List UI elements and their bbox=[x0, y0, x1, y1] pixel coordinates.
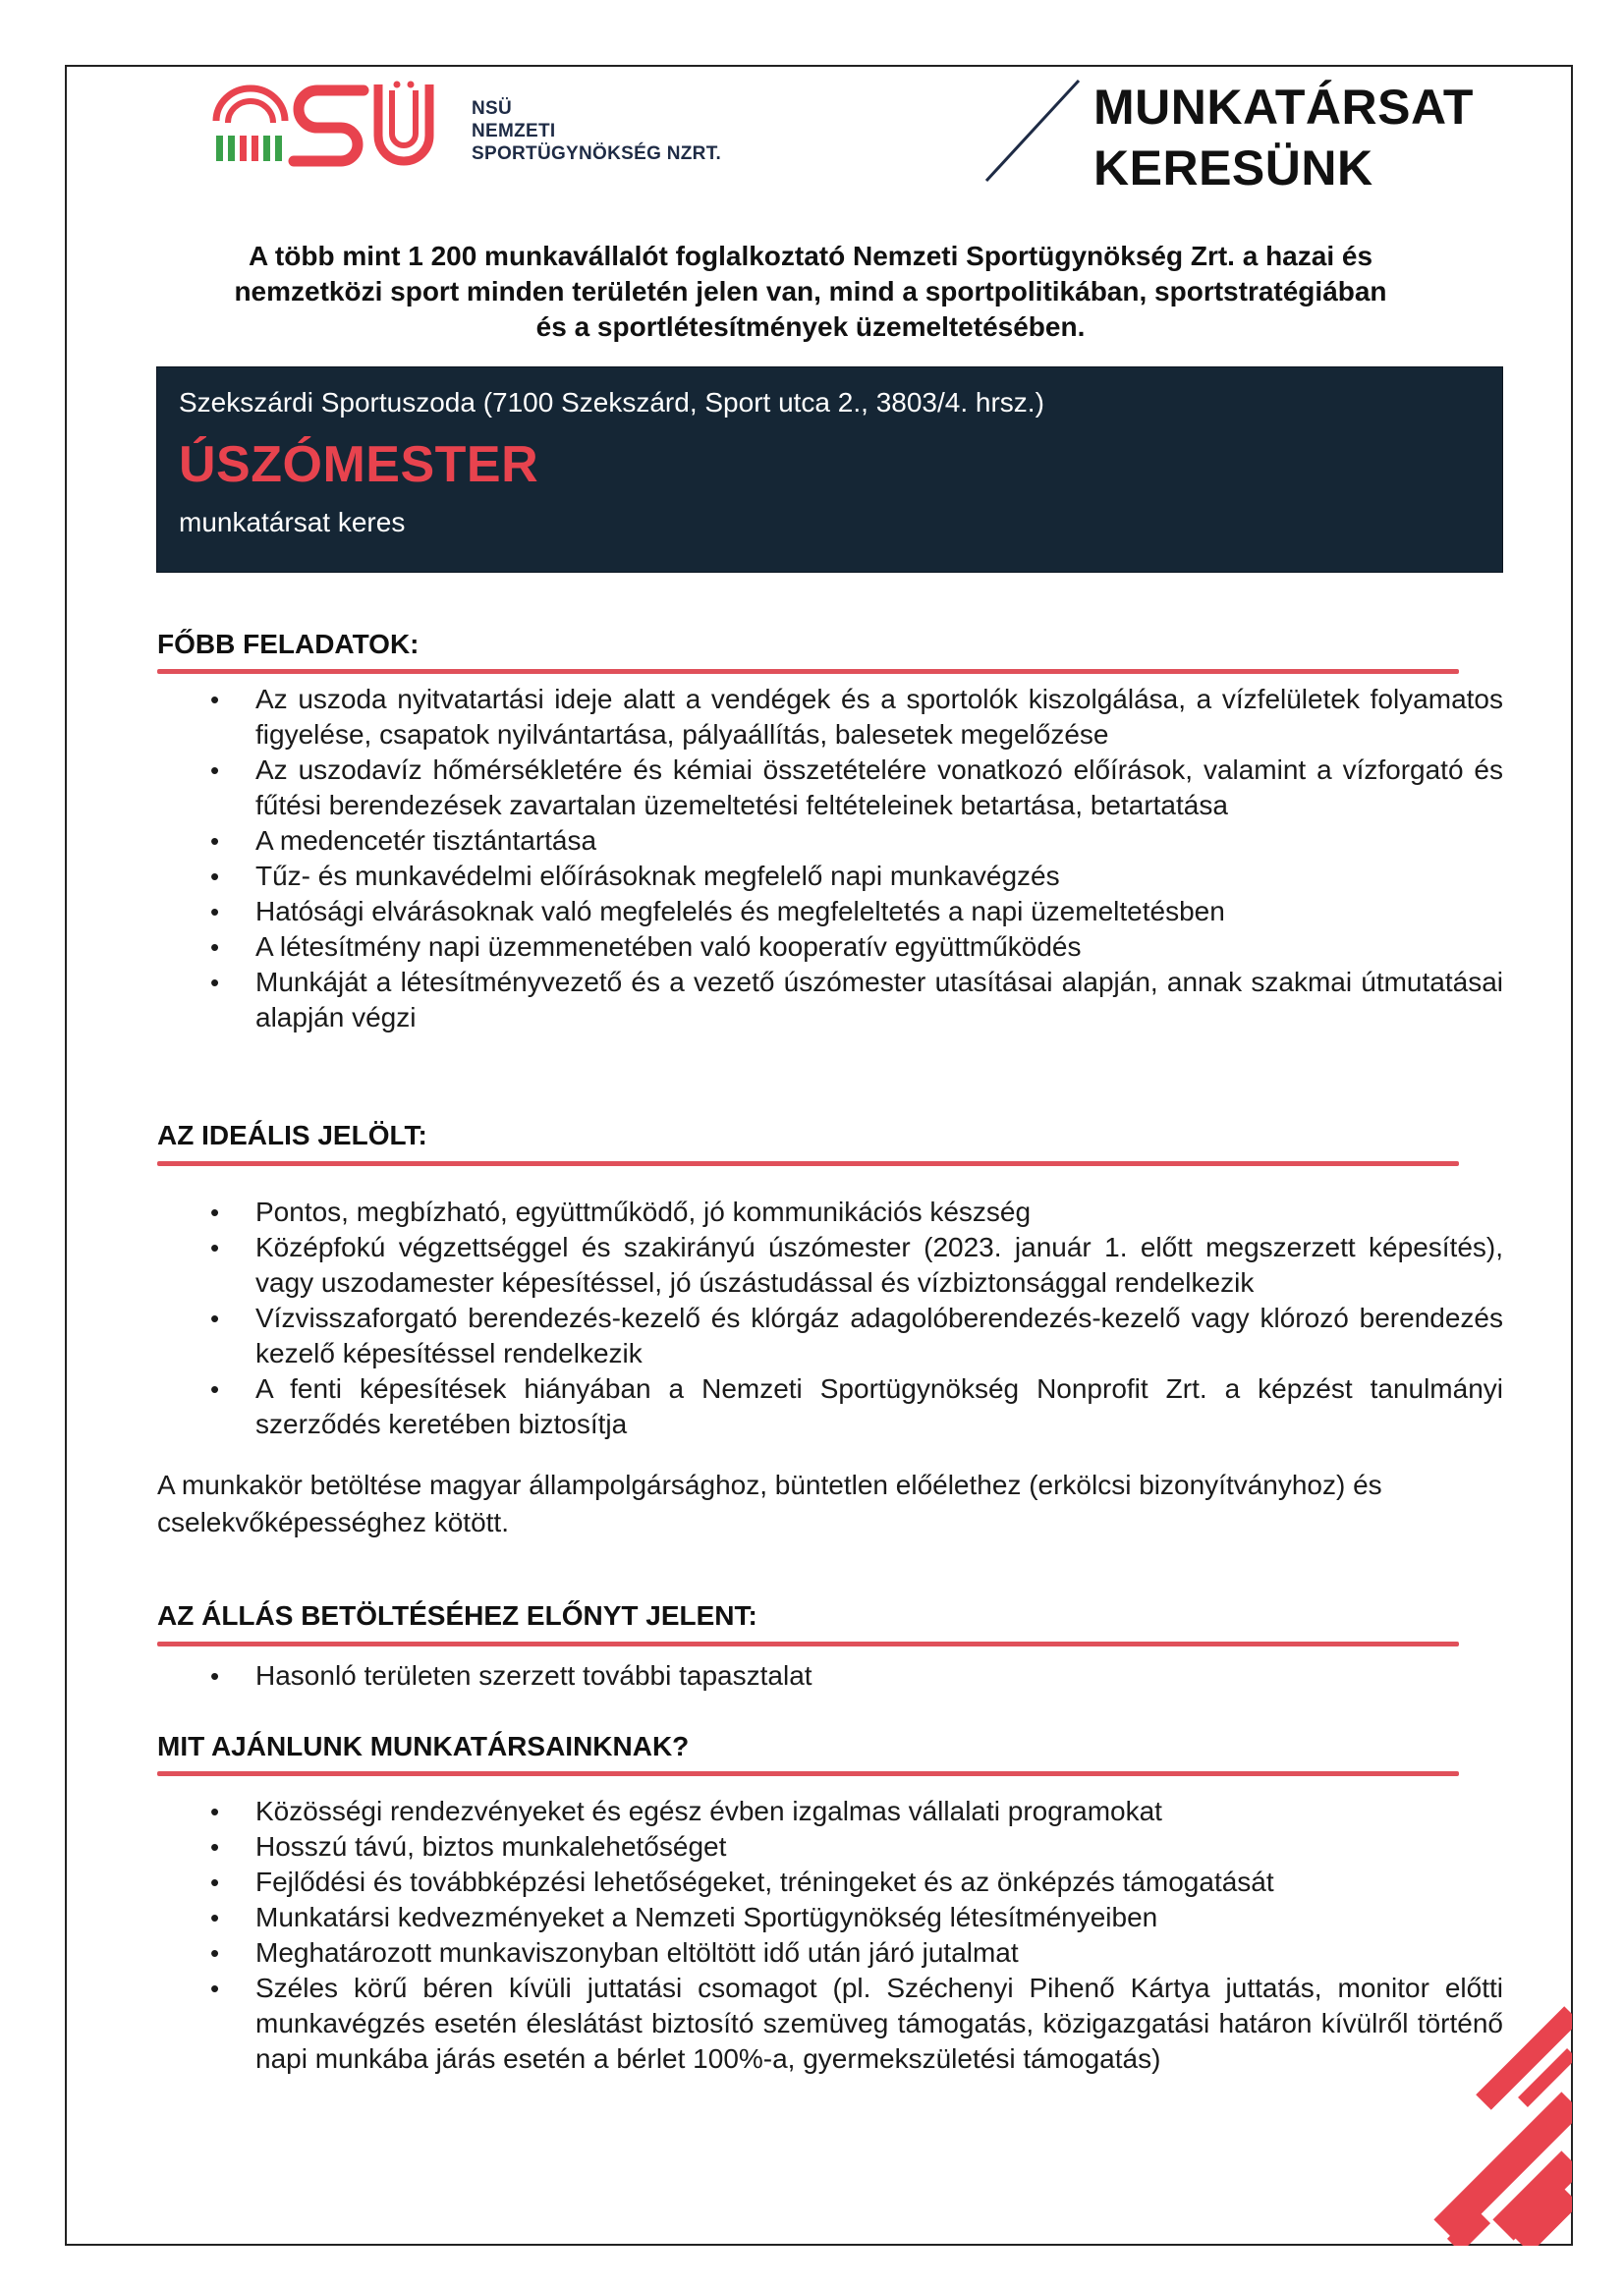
list-item-text: Hasonló területen szerzett további tapasztalat bbox=[255, 1660, 812, 1691]
bullet-icon: • bbox=[210, 1903, 220, 1932]
logo-line-3: SPORTÜGYNÖKSÉG NZRT. bbox=[472, 143, 722, 164]
bullet-icon: • bbox=[210, 1198, 220, 1227]
list-item-text: Munkatársi kedvezményeket a Nemzeti Sportügynökség létesítményeiben bbox=[255, 1902, 1158, 1932]
list-item bbox=[157, 1658, 1503, 1694]
headline-line-2: KERESÜNK bbox=[1093, 140, 1373, 195]
advantage-divider bbox=[157, 1642, 1459, 1646]
bullet-icon: • bbox=[210, 1938, 220, 1968]
list-item-text: Széles körű béren kívüli juttatási csomagot (pl. Széchenyi Pihenő Kártya juttatás, monitor előtti munkavégzés esetén éleslátást biztosító szemüveg támogatás, közigazgatási határon kívülről történő napi munkába járás esetén a bérlet 100%-a, gyermekszületési támogatás) bbox=[255, 1973, 1503, 2074]
bullet-icon: • bbox=[210, 897, 220, 926]
list-item-text: A fenti képesítések hiányában a Nemzeti Sportügynökség Nonprofit Zrt. a képzést tanulmányi szerződés keretében biztosítja bbox=[255, 1373, 1503, 1439]
bullet-icon: • bbox=[210, 1797, 220, 1826]
ideal-heading: AZ IDEÁLIS JELÖLT: bbox=[157, 1120, 427, 1150]
diagonal-slash-icon bbox=[980, 77, 1089, 185]
list-item-text: Munkáját a létesítményvezető és a vezető úszómester utasításai alapján, annak szakmai útmutatásai alapján végzi bbox=[255, 967, 1503, 1032]
intro-line-3: és a sportlétesítmények üzemeltetésében. bbox=[535, 311, 1086, 342]
list-item bbox=[157, 1829, 1503, 1865]
logo-line-1: NSÜ bbox=[472, 98, 513, 119]
logo-text bbox=[472, 97, 721, 165]
bullet-icon: • bbox=[210, 1374, 220, 1404]
list-item-text: Közösségi rendezvényeket és egész évben izgalmas vállalati programokat bbox=[255, 1796, 1162, 1826]
headline-line-1: MUNKATÁRSAT bbox=[1093, 80, 1474, 135]
intro-line-1: A több mint 1 200 munkavállalót foglalkoztató Nemzeti Sportügynökség Zrt. a hazai és bbox=[248, 241, 1373, 271]
bullet-icon: • bbox=[210, 862, 220, 891]
list-item bbox=[157, 894, 1503, 929]
list-item bbox=[157, 1935, 1503, 1971]
job-banner bbox=[156, 366, 1503, 573]
list-item bbox=[157, 1371, 1503, 1442]
list-item-text: Középfokú végzettséggel és szakirányú úszómester (2023. január 1. előtt megszerzett képesítés), vagy uszodamester képesítéssel, jó úszástudással és vízbiztonsággal rendelkezik bbox=[255, 1232, 1503, 1298]
bullet-icon: • bbox=[210, 685, 220, 714]
list-item bbox=[157, 1865, 1503, 1900]
list-item-text: Pontos, megbízható, együttműködő, jó kommunikációs készség bbox=[255, 1197, 1032, 1227]
requirement-note: A munkakör betöltése magyar állampolgársághoz, büntetlen előélethez (erkölcsi bizonyítványhoz) és cselekvőképességhez kötött. bbox=[157, 1470, 1382, 1537]
list-item bbox=[157, 965, 1503, 1035]
tasks-list bbox=[157, 682, 1503, 1035]
list-item bbox=[157, 859, 1503, 894]
list-item bbox=[157, 753, 1503, 823]
list-item bbox=[157, 1971, 1503, 2077]
ideal-divider bbox=[157, 1161, 1459, 1166]
list-item-text: Az uszoda nyitvatartási ideje alatt a vendégek és a sportolók kiszolgálása, a vízfelületek folyamatos figyelése, csapatok nyilvántartása, pályaállítás, balesetek megelőzése bbox=[255, 684, 1503, 750]
intro-text bbox=[157, 239, 1464, 345]
list-item-text: Vízvisszaforgató berendezés-kezelő és klórgáz adagolóberendezés-kezelő vagy klórozó berendezés kezelő képesítéssel rendelkezik bbox=[255, 1303, 1503, 1368]
bullet-icon: • bbox=[210, 826, 220, 856]
job-location: Szekszárdi Sportuszoda (7100 Szekszárd, Sport utca 2., 3803/4. hrsz.) bbox=[179, 387, 1044, 418]
tasks-heading: FŐBB FELADATOK: bbox=[157, 629, 420, 659]
bullet-icon: • bbox=[210, 1974, 220, 2003]
advantage-list bbox=[157, 1658, 1503, 1694]
bullet-icon: • bbox=[210, 1661, 220, 1691]
list-item-text: Meghatározott munkaviszonyban eltöltött idő után járó jutalmat bbox=[255, 1937, 1019, 1968]
list-item bbox=[157, 1195, 1503, 1230]
list-item bbox=[157, 823, 1503, 859]
bullet-icon: • bbox=[210, 1868, 220, 1897]
logo-line-2: NEMZETI bbox=[472, 121, 556, 141]
list-item bbox=[157, 1301, 1503, 1371]
list-item bbox=[157, 929, 1503, 965]
list-item-text: Tűz- és munkavédelmi előírásoknak megfelelő napi munkavégzés bbox=[255, 861, 1060, 891]
list-item-text: A létesítmény napi üzemmenetében való kooperatív együttműködés bbox=[255, 931, 1082, 962]
offer-list bbox=[157, 1794, 1503, 2077]
advantage-heading: AZ ÁLLÁS BETÖLTÉSÉHEZ ELŐNYT JELENT: bbox=[157, 1600, 757, 1631]
list-item-text: Hosszú távú, biztos munkalehetőséget bbox=[255, 1831, 727, 1862]
list-item bbox=[157, 1794, 1503, 1829]
tasks-divider bbox=[157, 669, 1459, 674]
bullet-icon: • bbox=[210, 932, 220, 962]
bullet-icon: • bbox=[210, 1233, 220, 1262]
bullet-icon: • bbox=[210, 1304, 220, 1333]
list-item-text: Fejlődési és továbbképzési lehetőségeket, tréningeket és az önképzés támogatását bbox=[255, 1867, 1274, 1897]
bullet-icon: • bbox=[210, 755, 220, 785]
offer-divider bbox=[157, 1771, 1459, 1776]
ideal-list bbox=[157, 1195, 1503, 1442]
job-title: ÚSZÓMESTER bbox=[179, 436, 539, 493]
list-item bbox=[157, 1230, 1503, 1301]
list-item-text: A medencetér tisztántartása bbox=[255, 825, 597, 856]
list-item bbox=[157, 682, 1503, 753]
list-item bbox=[157, 1900, 1503, 1935]
page-headline bbox=[1093, 77, 1474, 198]
intro-line-2: nemzetközi sport minden területén jelen van, mind a sportpolitikában, sportstratégiában bbox=[234, 276, 1387, 307]
offer-heading: MIT AJÁNLUNK MUNKATÁRSAINKNAK? bbox=[157, 1731, 690, 1761]
bullet-icon: • bbox=[210, 1832, 220, 1862]
list-item-text: Az uszodavíz hőmérsékletére és kémiai összetételére vonatkozó előírások, valamint a vízforgató és fűtési berendezések zavartalan üzemeltetési feltételeinek betartása, betartatása bbox=[255, 754, 1503, 820]
list-item-text: Hatósági elvárásoknak való megfelelés és megfeleltetés a napi üzemeltetésben bbox=[255, 896, 1225, 926]
decorative-corner-graphic bbox=[1336, 1994, 1572, 2246]
job-subtitle: munkatársat keres bbox=[179, 507, 406, 537]
bullet-icon: • bbox=[210, 968, 220, 997]
